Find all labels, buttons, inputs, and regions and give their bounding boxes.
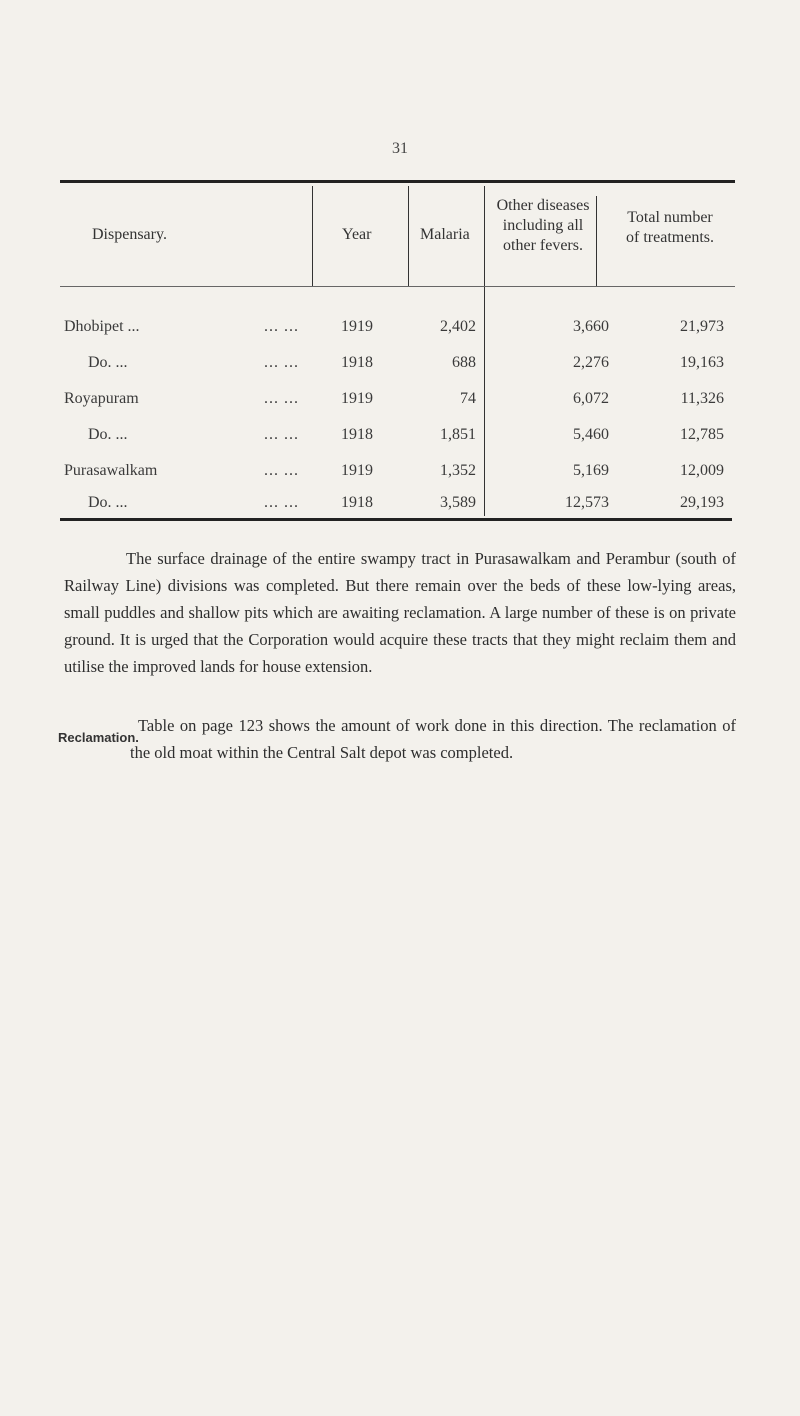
cell-malaria: 2,402 [440, 318, 476, 335]
page-number: 31 [392, 140, 408, 157]
cell-total: 29,193 [680, 494, 724, 511]
paragraph-drainage: The surface drainage of the entire swampy tract in Purasawalkam and Perambur (south of Railway Line) divisions was completed. But there remain over the beds of these low-lying areas, small puddles and shallow pits which are awaiting reclamation. A large number of these is on private ground. It is urged that the Corporation would acquire these tracts that they might reclaim them and utilise the improved lands for house extension. [64, 549, 736, 676]
cell-malaria: 74 [460, 390, 476, 407]
cell-dispensary: Purasawalkam [64, 462, 158, 479]
table-top-rule [60, 180, 735, 183]
cell-dots: ... ... [264, 318, 299, 335]
body-text [64, 545, 736, 680]
header-malaria: Malaria [420, 226, 470, 243]
cell-dots: ... ... [264, 390, 299, 407]
cell-total: 21,973 [680, 318, 724, 335]
cell-total: 11,326 [680, 390, 724, 407]
header-total [604, 208, 736, 248]
cell-year: 1919 [341, 462, 373, 479]
paragraph-reclamation: Table on page 123 shows the amount of work done in this direction. The reclamation of the old moat within the Central Salt depot was completed. [130, 716, 736, 762]
cell-dispensary: Do. ... [88, 494, 128, 511]
column-divider [312, 186, 313, 286]
cell-other: 3,660 [573, 318, 609, 335]
header-other-diseases [488, 196, 598, 256]
body-text [130, 712, 736, 766]
cell-other: 5,169 [573, 462, 609, 479]
cell-year: 1919 [341, 318, 373, 335]
header-total-line: Total number [627, 209, 713, 226]
table-bottom-rule [60, 518, 732, 521]
cell-dispensary: Royapuram [64, 390, 139, 407]
margin-note: Reclamation. [58, 730, 139, 745]
header-other-line: other fevers. [503, 237, 583, 254]
header-other-line: Other diseases [496, 197, 590, 214]
cell-malaria: 1,352 [440, 462, 476, 479]
header-divider [60, 286, 735, 287]
cell-year: 1918 [341, 354, 373, 371]
cell-year: 1919 [341, 390, 373, 407]
cell-year: 1918 [341, 426, 373, 443]
header-year: Year [342, 226, 372, 243]
cell-malaria: 3,589 [440, 494, 476, 511]
cell-dots: ... ... [264, 426, 299, 443]
cell-dots: ... ... [264, 354, 299, 371]
cell-total: 19,163 [680, 354, 724, 371]
header-dispensary: Dispensary. [92, 226, 167, 243]
header-other-line: including all [502, 217, 584, 234]
header-total-line: of treatments. [626, 229, 714, 246]
cell-dispensary: Do. ... [88, 354, 128, 371]
cell-other: 2,276 [573, 354, 609, 371]
cell-other: 12,573 [565, 494, 609, 511]
cell-dots: ... ... [264, 494, 299, 511]
cell-total: 12,785 [680, 426, 724, 443]
cell-malaria: 688 [452, 354, 476, 371]
cell-year: 1918 [341, 494, 373, 511]
cell-dispensary: Dhobipet ... [64, 318, 140, 335]
column-divider [408, 186, 409, 286]
cell-malaria: 1,851 [440, 426, 476, 443]
cell-dots: ... ... [264, 462, 299, 479]
cell-dispensary: Do. ... [88, 426, 128, 443]
cell-other: 5,460 [573, 426, 609, 443]
cell-other: 6,072 [573, 390, 609, 407]
cell-total: 12,009 [680, 462, 724, 479]
